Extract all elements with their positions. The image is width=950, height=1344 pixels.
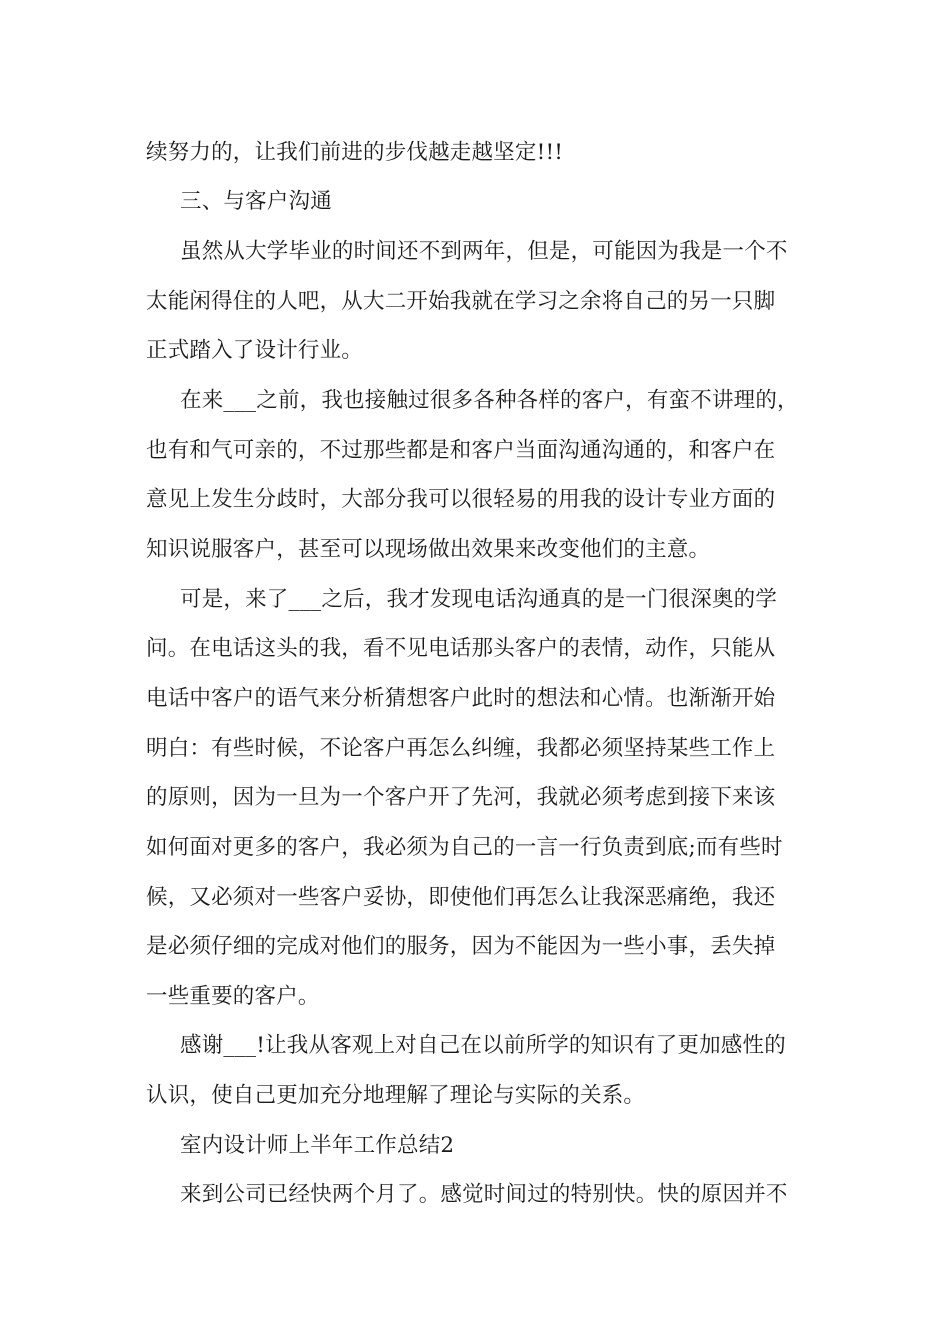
text-line: 虽然从大学毕业的时间还不到两年，但是，可能因为我是一个不 xyxy=(180,239,788,264)
text-line: 感谢___!让我从客观上对自己在以前所学的知识有了更加感性的 xyxy=(180,1033,786,1058)
text-line: 可是，来了___之后，我才发现电话沟通真的是一门很深奥的学 xyxy=(180,587,778,612)
text-line: 一些重要的客户。 xyxy=(146,984,320,1009)
text-line: 是必须仔细的完成对他们的服务，因为不能因为一些小事，丢失掉 xyxy=(146,934,776,959)
text-line: 候，又必须对一些客户妥协，即使他们再怎么让我深恶痛绝，我还 xyxy=(146,885,776,910)
text-line: 太能闲得住的人吧，从大二开始我就在学习之余将自己的另一只脚 xyxy=(146,289,776,314)
text-line: 续努力的，让我们前进的步伐越走越坚定!!! xyxy=(146,140,564,165)
text-line: 认识，使自己更加充分地理解了理论与实际的关系。 xyxy=(146,1083,646,1108)
text-line: 问。在电话这头的我，看不见电话那头客户的表情，动作，只能从 xyxy=(146,636,776,661)
text-line: 也有和气可亲的，不过那些都是和客户当面沟通沟通的，和客户在 xyxy=(146,438,776,463)
section-heading: 室内设计师上半年工作总结2 xyxy=(180,1133,455,1158)
text-line: 正式踏入了设计行业。 xyxy=(146,338,364,363)
text-line: 意见上发生分歧时，大部分我可以很轻易的用我的设计专业方面的 xyxy=(146,487,776,512)
section-heading: 三、与客户沟通 xyxy=(180,189,332,214)
text-line: 电话中客户的语气来分析猜想客户此时的想法和心情。也渐渐开始 xyxy=(146,686,776,711)
text-line: 如何面对更多的客户，我必须为自己的一言一行负责到底;而有些时 xyxy=(146,835,783,860)
text-line: 在来___之前，我也接触过很多各种各样的客户，有蛮不讲理的， xyxy=(180,388,799,413)
text-line: 明白：有些时候，不论客户再怎么纠缠，我都必须坚持某些工作上 xyxy=(146,736,776,761)
text-line: 知识说服客户，甚至可以现场做出效果来改变他们的主意。 xyxy=(146,537,711,562)
text-line: 来到公司已经快两个月了。感觉时间过的特别快。快的原因并不 xyxy=(180,1182,788,1207)
text-line: 的原则，因为一旦为一个客户开了先河，我就必须考虑到接下来该 xyxy=(146,785,776,810)
